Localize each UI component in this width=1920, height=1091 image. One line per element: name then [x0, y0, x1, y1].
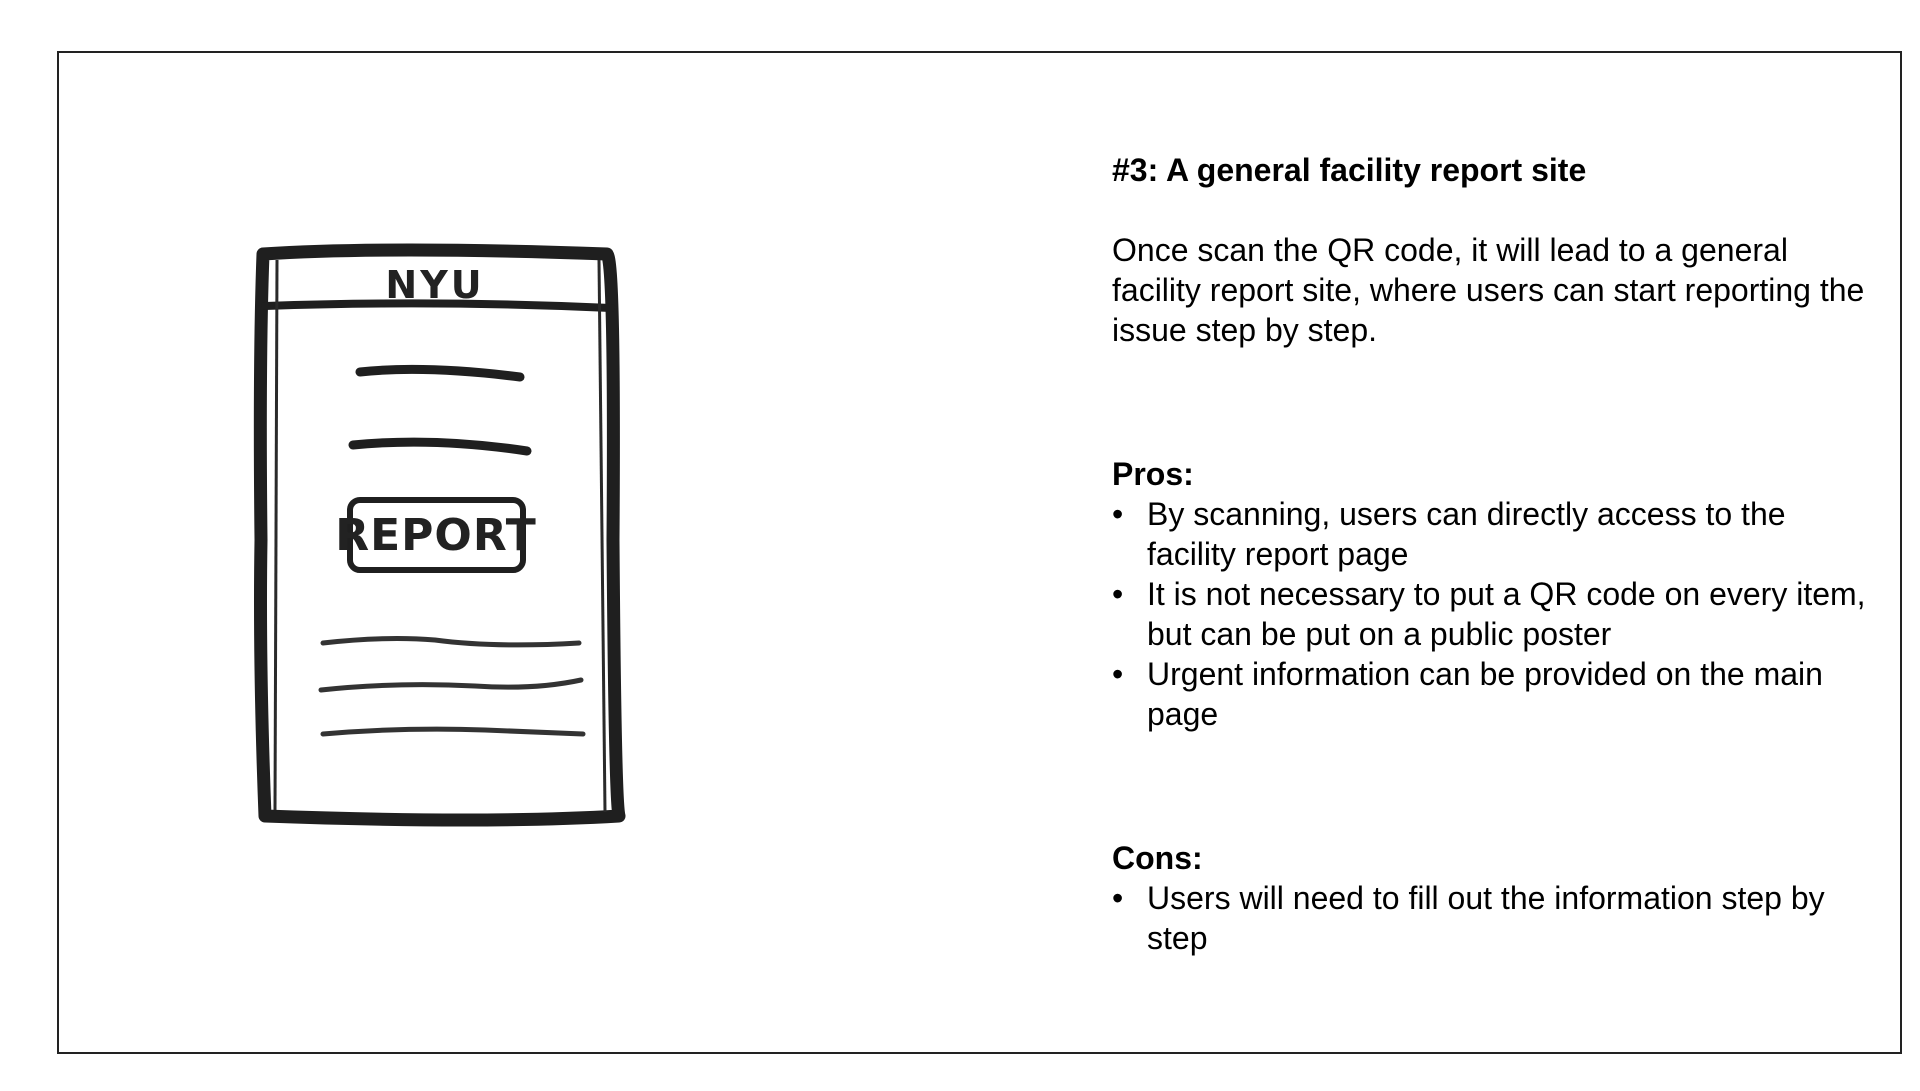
slide-title: #3: A general facility report site: [1112, 152, 1587, 188]
sketch-thin-line: [321, 680, 581, 690]
frame-inner-left: [275, 260, 277, 810]
cons-item: • Users will need to fill out the information step by step: [1112, 878, 1872, 958]
cons-list: [1112, 878, 1872, 958]
pros-item: • Urgent information can be provided on the main page: [1112, 654, 1872, 734]
pros-list: [1112, 494, 1872, 734]
sketch-text-line: [360, 369, 520, 377]
pros-section: [1112, 454, 1872, 734]
cons-section: [1112, 838, 1872, 958]
pros-item: • It is not necessary to put a QR code on every item, but can be put on a public poster: [1112, 574, 1872, 654]
cons-heading: Cons:: [1112, 840, 1203, 876]
sketch-thin-line: [323, 639, 579, 645]
frame-inner-right: [599, 260, 605, 812]
sketch-thin-line: [323, 729, 583, 734]
sketch-text-line: [353, 442, 527, 451]
text-panel: [1112, 150, 1872, 958]
slide-description: Once scan the QR code, it will lead to a general facility report site, where users can start reporting the issue step by step.: [1112, 232, 1865, 348]
pros-heading: Pros:: [1112, 456, 1194, 492]
sketch-header-label: NYU: [385, 263, 485, 307]
phone-wireframe-sketch: [235, 240, 655, 840]
wireframe-drawing: [235, 240, 655, 840]
sketch-report-button-label: REPORT: [335, 510, 537, 561]
pros-item: • By scanning, users can directly access to the facility report page: [1112, 494, 1872, 574]
